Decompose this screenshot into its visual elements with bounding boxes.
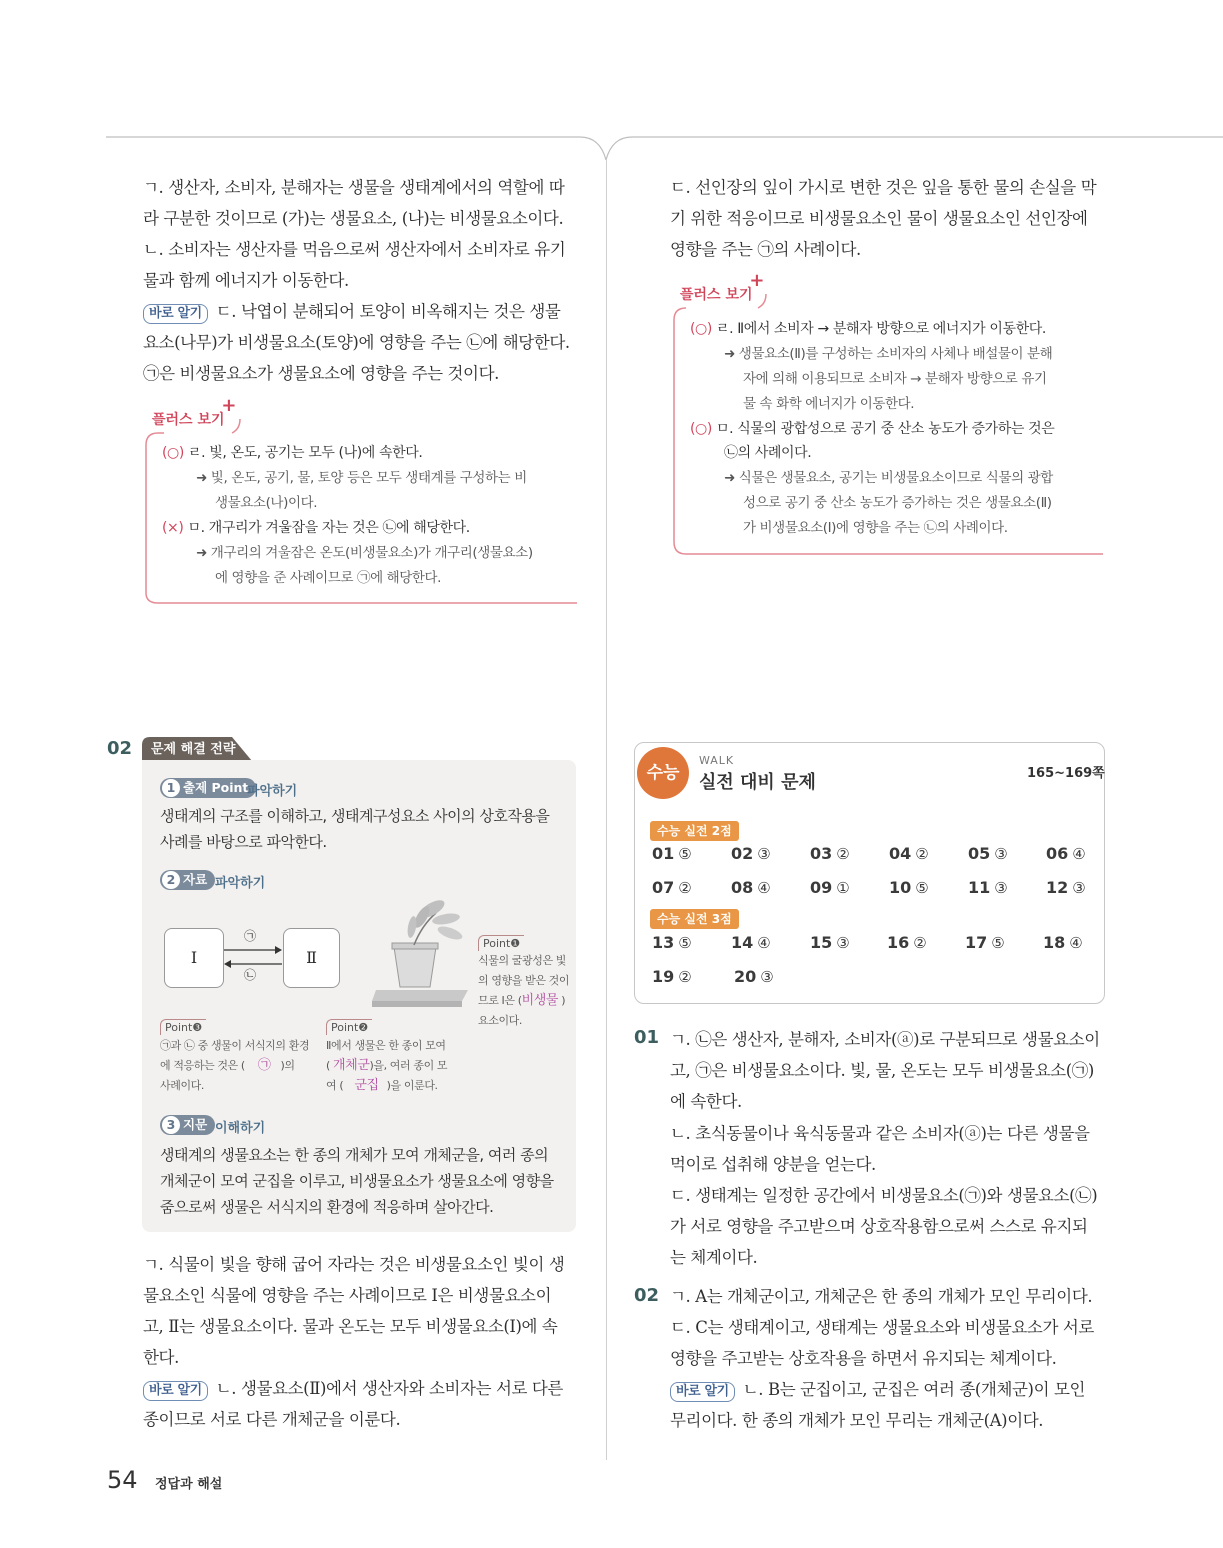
text-line: ㄱ. ㉡은 생산자, 분해자, 소비자(ⓐ)로 구분되므로 생물요소이: [670, 1030, 1100, 1049]
answer-item: 03 ②: [810, 844, 850, 863]
baro-line: [143, 296, 560, 327]
strategy-text: 사례를 바탕으로 파악한다.: [160, 833, 327, 851]
text-line: 먹이로 섭취해 양분을 얻는다.: [670, 1155, 876, 1174]
point-text: [326, 1076, 438, 1096]
step-number-icon: 1: [162, 779, 180, 797]
baro-line: [670, 1374, 1085, 1405]
step-label: 자료: [183, 872, 208, 887]
plus-item-1: [162, 441, 422, 466]
text-line: 기 위한 적응이므로 비생물요소인 물이 생물요소인 선인장에: [670, 209, 1088, 228]
point-text-part: 에 적응하는 것은 (: [160, 1059, 245, 1072]
text-line: 영향을 주고받는 상호작용을 하면서 유지되는 체계이다.: [670, 1349, 1057, 1368]
walk-title: 실전 대비 문제: [699, 772, 816, 793]
plus-item-text-cont: ㉡의 사례이다.: [724, 445, 812, 461]
page-top-rule: [0, 0, 1223, 170]
wrong-mark: (×): [162, 520, 184, 536]
footer-label: 정답과 해설: [155, 1477, 223, 1492]
answer-item: 02 ③: [731, 844, 771, 863]
step2-pill: [160, 870, 215, 890]
answer-item: 17 ⑤: [965, 933, 1005, 952]
text-line: ㉠은 비생물요소가 생물요소에 영향을 주는 것이다.: [143, 364, 499, 383]
baro-badge: 바로 알기: [143, 304, 208, 324]
fill-in-answer: 비생물: [521, 993, 559, 1008]
plus-item-text: ㅁ. 개구리가 겨울잠을 자는 것은 ㉡에 해당한다.: [187, 520, 470, 536]
step-number-icon: 2: [162, 871, 180, 889]
plus-item-text: ㄹ. 빛, 온도, 공기는 모두 (나)에 속한다.: [188, 445, 423, 461]
text-line: 물요소인 식물에 영향을 주는 사례이므로 Ⅰ은 비생물요소이: [143, 1286, 552, 1305]
point-text: 의 영향을 받은 것이: [478, 974, 570, 987]
text-line: 고, ㉠은 비생물요소이다. 빛, 물, 온도는 모두 비생물요소(㉠): [670, 1061, 1094, 1080]
strategy-text: 개체군이 모여 군집을 이루고, 비생물요소가 생물요소에 영향을: [160, 1172, 554, 1190]
text-line: 라 구분한 것이므로 (가)는 생물요소, (나)는 비생물요소이다.: [143, 209, 564, 228]
point-text: [478, 991, 565, 1011]
answer-number: 02: [634, 1285, 660, 1306]
point-text-part: 여 (: [326, 1079, 344, 1092]
text-line: 영향을 주는 ㉠의 사례이다.: [670, 240, 861, 259]
step-after-label: 파악하기: [215, 876, 266, 891]
text-line: ㄷ. 생태계는 일정한 공간에서 비생물요소(㉠)와 생물요소(㉡): [670, 1186, 1098, 1205]
page-number: 54: [107, 1466, 138, 1494]
baro-badge: 바로 알기: [143, 1381, 208, 1401]
plus-item-text: ㅁ. 식물의 광합성으로 공기 중 산소 농도가 증가하는 것은: [716, 421, 1055, 437]
point-text: 식물의 굴광성은 빛: [478, 954, 567, 967]
answer-item: 09 ①: [810, 878, 850, 897]
answer-item: 07 ②: [652, 878, 692, 897]
plus-item-2: [690, 417, 1054, 442]
plus-sub: 물 속 화학 에너지가 이동한다.: [743, 396, 915, 412]
arrow-label-bottom: ㉡: [244, 968, 257, 982]
correct-mark: (○): [162, 445, 184, 461]
answer-item: 06 ④: [1046, 844, 1086, 863]
plus-title-text: 플러스 보기: [680, 287, 753, 303]
step-after-label: 이해하기: [215, 1121, 266, 1136]
strategy-text: 생태계의 생물요소는 한 종의 개체가 모여 개체군을, 여러 종의: [160, 1146, 549, 1164]
paren: (: [326, 1059, 333, 1072]
text-line: 고, Ⅱ는 생물요소이다. 물과 온도는 모두 비생물요소(Ⅰ)에 속: [143, 1317, 558, 1336]
answer-item: 04 ②: [889, 844, 929, 863]
point-text-part: )의: [280, 1059, 295, 1072]
text-line: ㄴ. 초식동물이나 육식동물과 같은 소비자(ⓐ)는 다른 생물을: [670, 1124, 1090, 1143]
answer-item: 15 ③: [810, 933, 850, 952]
text-line: ㄴ. B는 군집이고, 군집은 여러 종(개체군)이 모인: [742, 1380, 1086, 1399]
point2-tag: Point❷: [326, 1019, 372, 1035]
answer-item: 05 ③: [968, 844, 1008, 863]
plus-sub: ➜ 개구리의 겨울잠은 온도(비생물요소)가 개구리(생물요소): [196, 545, 533, 561]
text-line: 에 속한다.: [670, 1092, 742, 1111]
fill-in-answer: ㉠: [257, 1058, 271, 1073]
answer-number: 01: [634, 1027, 660, 1048]
plus-sub: 자에 의해 이용되므로 소비자 → 분해자 방향으로 유기: [743, 371, 1047, 387]
step-number-icon: 3: [162, 1116, 180, 1134]
strategy-text: 줌으로써 생물은 서식지의 환경에 적응하며 살아간다.: [160, 1198, 494, 1216]
point-text-part: )을 이룬다.: [386, 1079, 438, 1092]
point-text: [326, 1056, 447, 1076]
answer-item: 20 ③: [734, 967, 774, 986]
plus-sub: 에 영향을 준 사례이므로 ㉠에 해당한다.: [215, 570, 442, 586]
point-text: 요소이다.: [478, 1014, 523, 1027]
plus-sub: 생물요소(나)이다.: [215, 495, 318, 511]
text-line: ㄴ. 생물요소(Ⅱ)에서 생산자와 소비자는 서로 다른: [215, 1379, 563, 1398]
baro-badge: 바로 알기: [670, 1382, 735, 1402]
strategy-tab-label: 문제 해결 전략: [151, 742, 236, 757]
plant-pot-icon: [372, 895, 474, 1017]
plus-item-2: [162, 516, 470, 541]
component-box-2: Ⅱ: [283, 928, 340, 988]
component-box-1: Ⅰ: [164, 928, 224, 988]
fill-in-answer: 군집: [354, 1078, 379, 1093]
text-line: 한다.: [143, 1348, 179, 1367]
walk-sub: WALK: [699, 754, 735, 767]
text-line: ㄷ. 낙엽이 분해되어 토양이 비옥해지는 것은 생물: [215, 302, 561, 321]
step3-pill: [160, 1115, 215, 1135]
arrow-label-top: ㉠: [244, 929, 257, 943]
plus-item-text: ㄹ. Ⅱ에서 소비자 → 분해자 방향으로 에너지가 이동한다.: [716, 321, 1046, 337]
answer-item: 14 ④: [731, 933, 771, 952]
point-text: 사례이다.: [160, 1079, 205, 1092]
text-line: ㄱ. A는 개체군이고, 개체군은 한 종의 개체가 모인 무리이다.: [670, 1287, 1093, 1306]
page-range: 165~169쪽: [1027, 766, 1105, 781]
plus-sub: 가 비생물요소(Ⅰ)에 영향을 주는 ㉡의 사례이다.: [743, 520, 1008, 536]
text-line: 물과 함께 에너지가 이동한다.: [143, 271, 349, 290]
plus-icon: +: [749, 270, 765, 291]
text-line: 요소(나무)가 비생물요소(토양)에 영향을 주는 ㉡에 해당한다.: [143, 333, 570, 352]
plus-sub: ➜ 식물은 생물요소, 공기는 비생물요소이므로 식물의 광합: [724, 470, 1053, 486]
correct-mark: (○): [690, 321, 712, 337]
step-label: 출제 Point: [183, 780, 249, 795]
strategy-text: 생태계의 구조를 이해하고, 생태계구성요소 사이의 상호작용을: [160, 807, 550, 825]
answer-tag-2pt: 수능 실전 2점: [650, 821, 739, 841]
answer-item: 10 ⑤: [889, 878, 929, 897]
answer-item: 13 ⑤: [652, 933, 692, 952]
text-line: ㄷ. 선인장의 잎이 가시로 변한 것은 잎을 통한 물의 손실을 막: [670, 178, 1097, 197]
plus-sub: 성으로 공기 중 산소 농도가 증가하는 것은 생물요소(Ⅱ): [743, 495, 1052, 511]
step-label: 지문: [183, 1117, 208, 1132]
point-text: [160, 1056, 295, 1076]
text-line: ㄴ. 소비자는 생산자를 먹음으로써 생산자에서 소비자로 유기: [143, 240, 566, 259]
plus-icon: +: [221, 395, 237, 416]
plus-title-text: 플러스 보기: [152, 412, 225, 428]
point3-tag: Point❸: [160, 1019, 206, 1035]
suneung-logo: 수능: [637, 747, 689, 799]
paren: ): [558, 994, 566, 1007]
column-divider: [606, 160, 607, 1460]
text-line: 종이므로 서로 다른 개체군을 이룬다.: [143, 1410, 401, 1429]
point-text-part: )을, 여러 종이 모: [369, 1059, 448, 1072]
point1-tag: Point❶: [478, 935, 524, 951]
question-number: 02: [107, 738, 133, 759]
answer-item: 12 ③: [1046, 878, 1086, 897]
plus-sub: ➜ 생물요소(Ⅱ)를 구성하는 소비자의 사체나 배설물이 분해: [724, 346, 1053, 362]
answer-item: 18 ④: [1043, 933, 1083, 952]
plus-sub: ➜ 빛, 온도, 공기, 물, 토양 등은 모두 생태계를 구성하는 비: [196, 470, 527, 486]
plus-item-1: [690, 317, 1046, 342]
baro-line: [143, 1373, 563, 1404]
text-line: 는 체계이다.: [670, 1248, 758, 1267]
answer-item: 01 ⑤: [652, 844, 692, 863]
text-line: ㄷ. C는 생태계이고, 생태계는 생물요소와 비생물요소가 서로: [670, 1318, 1094, 1337]
fill-in-answer: 개체군: [333, 1058, 370, 1073]
answer-item: 08 ④: [731, 878, 771, 897]
correct-mark: (○): [690, 421, 712, 437]
step-after-label: 파악하기: [247, 784, 298, 799]
answer-item: 16 ②: [887, 933, 927, 952]
answer-tag-3pt: 수능 실전 3점: [650, 909, 739, 929]
step1-pill: [160, 778, 256, 798]
text-line: ㄱ. 생산자, 소비자, 분해자는 생물을 생태계에서의 역할에 따: [143, 178, 565, 197]
answer-item: 19 ②: [652, 967, 692, 986]
point-text: ㉠과 ㉡ 중 생물이 서식지의 환경: [160, 1039, 310, 1052]
point-text: Ⅱ에서 생물은 한 종이 모여: [326, 1039, 446, 1052]
point-text-part: 므로 Ⅰ은 (: [478, 994, 522, 1007]
text-line: 무리이다. 한 종의 개체가 모인 무리는 개체군(A)이다.: [670, 1411, 1044, 1430]
text-line: 가 서로 영향을 주고받으며 상호작용함으로써 스스로 유지되: [670, 1217, 1088, 1236]
answer-item: 11 ③: [968, 878, 1008, 897]
text-line: ㄱ. 식물이 빛을 향해 굽어 자라는 것은 비생물요소인 빛이 생: [143, 1255, 565, 1274]
